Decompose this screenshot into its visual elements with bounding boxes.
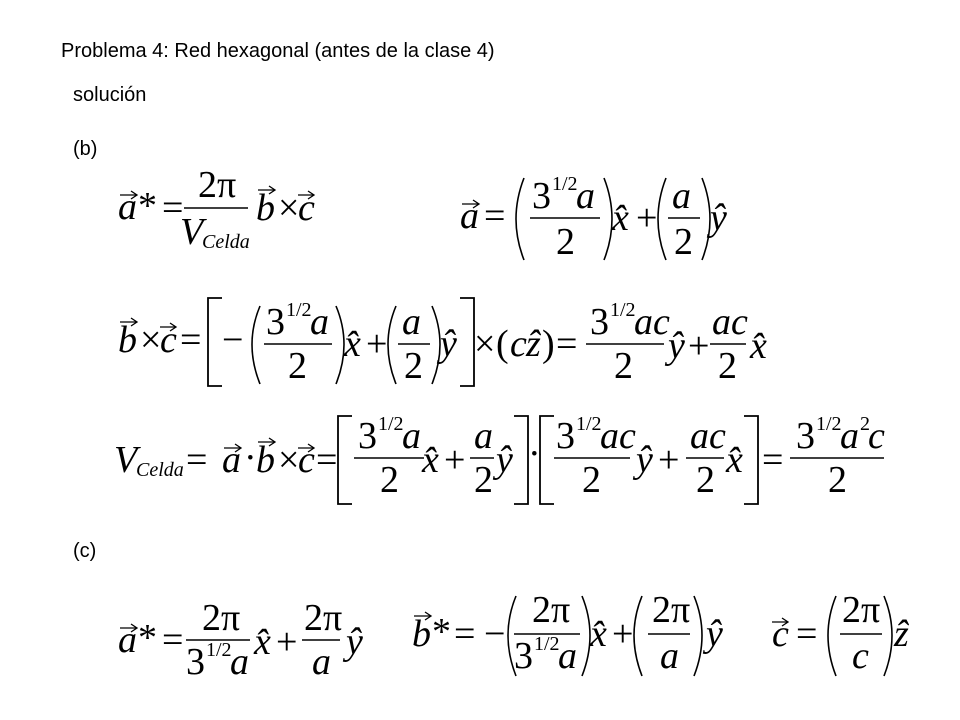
svg-text:c: c [298, 187, 315, 229]
svg-text:ŷ: ŷ [440, 323, 457, 365]
part-c-label: (c) [73, 540, 97, 562]
svg-text:+: + [636, 197, 658, 239]
svg-text:=: = [180, 319, 202, 361]
svg-text:a: a [460, 195, 479, 237]
svg-text:2: 2 [404, 345, 423, 387]
svg-text:c: c [868, 415, 885, 457]
svg-text:ŷ: ŷ [636, 439, 653, 481]
page-title: Problema 4: Red hexagonal (antes de la clase 4) [61, 40, 495, 62]
svg-text:2: 2 [556, 221, 575, 263]
svg-text:a: a [312, 641, 331, 683]
svg-text:3: 3 [186, 641, 205, 683]
svg-text:1/2: 1/2 [816, 413, 842, 435]
svg-text:a: a [474, 415, 493, 457]
svg-text:a: a [672, 175, 691, 217]
svg-text:2π: 2π [202, 597, 241, 639]
svg-text:2π: 2π [304, 597, 343, 639]
svg-text:+: + [444, 439, 466, 481]
svg-text:=: = [796, 613, 818, 655]
svg-text:ac: ac [712, 301, 748, 343]
svg-text:V: V [180, 211, 204, 253]
svg-text:x̂: x̂ [422, 439, 439, 481]
svg-text:*: * [138, 185, 157, 227]
svg-text:b: b [118, 319, 137, 361]
svg-text:a: a [118, 186, 137, 228]
svg-text:1/2: 1/2 [378, 413, 404, 435]
svg-text:2: 2 [474, 459, 493, 501]
svg-text:Celda: Celda [136, 459, 184, 481]
svg-text:ac: ac [600, 415, 636, 457]
svg-text:−: − [222, 319, 244, 361]
svg-text:+: + [612, 613, 634, 655]
part-b-label: (b) [73, 138, 98, 160]
svg-text:2π: 2π [842, 589, 881, 631]
svg-text:2: 2 [614, 345, 633, 387]
svg-text:2: 2 [828, 459, 847, 501]
svg-text:2π: 2π [532, 589, 571, 631]
svg-text:3: 3 [796, 415, 815, 457]
svg-text:3: 3 [266, 301, 285, 343]
svg-text:a: a [840, 415, 859, 457]
svg-text:a: a [402, 301, 421, 343]
svg-text:x̂: x̂ [750, 325, 767, 367]
svg-text:c: c [852, 635, 869, 677]
svg-text:c: c [510, 323, 527, 365]
svg-text:x̂: x̂ [254, 621, 271, 663]
svg-text:×: × [474, 323, 496, 365]
svg-text:×: × [278, 187, 300, 229]
svg-text:ac: ac [690, 415, 726, 457]
svg-text:b: b [412, 613, 431, 655]
svg-text:a: a [118, 619, 137, 661]
svg-text:a: a [222, 439, 241, 481]
svg-text:2: 2 [696, 459, 715, 501]
svg-text:a: a [310, 301, 329, 343]
svg-text:ŷ: ŷ [706, 613, 723, 655]
svg-text:3: 3 [532, 175, 551, 217]
svg-text:3: 3 [590, 301, 609, 343]
svg-text:1/2: 1/2 [610, 299, 636, 321]
svg-text:x̂: x̂ [590, 613, 607, 655]
svg-text:3: 3 [514, 635, 533, 677]
svg-text:=: = [556, 323, 578, 365]
svg-text:a: a [660, 635, 679, 677]
svg-text:c: c [772, 613, 789, 655]
svg-text:a: a [402, 415, 421, 457]
svg-text:ac: ac [634, 301, 670, 343]
svg-text:+: + [658, 439, 680, 481]
page-subtitle: solución [73, 84, 147, 106]
svg-text:1/2: 1/2 [576, 413, 602, 435]
svg-text:2: 2 [718, 345, 737, 387]
svg-text:=: = [186, 439, 208, 481]
svg-text:a: a [576, 175, 595, 217]
svg-text:+: + [688, 325, 710, 367]
svg-text:·: · [528, 433, 541, 475]
svg-text:3: 3 [358, 415, 377, 457]
svg-text:=: = [316, 439, 338, 481]
svg-text:=: = [162, 187, 184, 229]
svg-text:ẑ: ẑ [526, 323, 541, 365]
svg-text:ŷ: ŷ [496, 439, 513, 481]
svg-text:1/2: 1/2 [552, 173, 578, 195]
svg-text:b: b [256, 187, 275, 229]
svg-text:×: × [140, 319, 162, 361]
svg-text:x̂: x̂ [344, 323, 361, 365]
svg-text:3: 3 [556, 415, 575, 457]
svg-text:2: 2 [380, 459, 399, 501]
svg-text:1/2: 1/2 [206, 639, 232, 661]
svg-text:ŷ: ŷ [668, 325, 685, 367]
svg-text:c: c [298, 439, 315, 481]
svg-text:1/2: 1/2 [534, 633, 560, 655]
svg-text:−: − [484, 613, 506, 655]
svg-text:x̂: x̂ [726, 439, 743, 481]
svg-text:·: · [244, 437, 257, 479]
svg-text:x̂: x̂ [612, 197, 629, 239]
svg-text:2: 2 [288, 345, 307, 387]
svg-text:=: = [162, 619, 184, 661]
svg-text:a: a [230, 641, 249, 683]
svg-text:ẑ: ẑ [894, 613, 909, 655]
svg-text:=: = [454, 613, 476, 655]
svg-text:2: 2 [860, 413, 870, 435]
svg-text:2π: 2π [652, 589, 691, 631]
svg-text:+: + [276, 621, 298, 663]
svg-text:ŷ: ŷ [346, 621, 363, 663]
svg-text:×: × [278, 439, 300, 481]
svg-text:*: * [432, 611, 451, 653]
svg-text:): ) [542, 323, 555, 365]
svg-text:ŷ: ŷ [710, 197, 727, 239]
svg-text:Celda: Celda [202, 231, 250, 253]
svg-text:*: * [138, 617, 157, 659]
svg-text:2: 2 [674, 221, 693, 263]
svg-text:=: = [484, 195, 506, 237]
svg-text:=: = [762, 439, 784, 481]
svg-text:a: a [558, 635, 577, 677]
svg-text:c: c [160, 319, 177, 361]
svg-text:(: ( [496, 323, 509, 365]
svg-text:+: + [366, 323, 388, 365]
svg-text:2: 2 [582, 459, 601, 501]
svg-text:1/2: 1/2 [286, 299, 312, 321]
svg-text:V: V [114, 439, 138, 481]
svg-text:b: b [256, 439, 275, 481]
svg-text:2π: 2π [198, 164, 237, 206]
